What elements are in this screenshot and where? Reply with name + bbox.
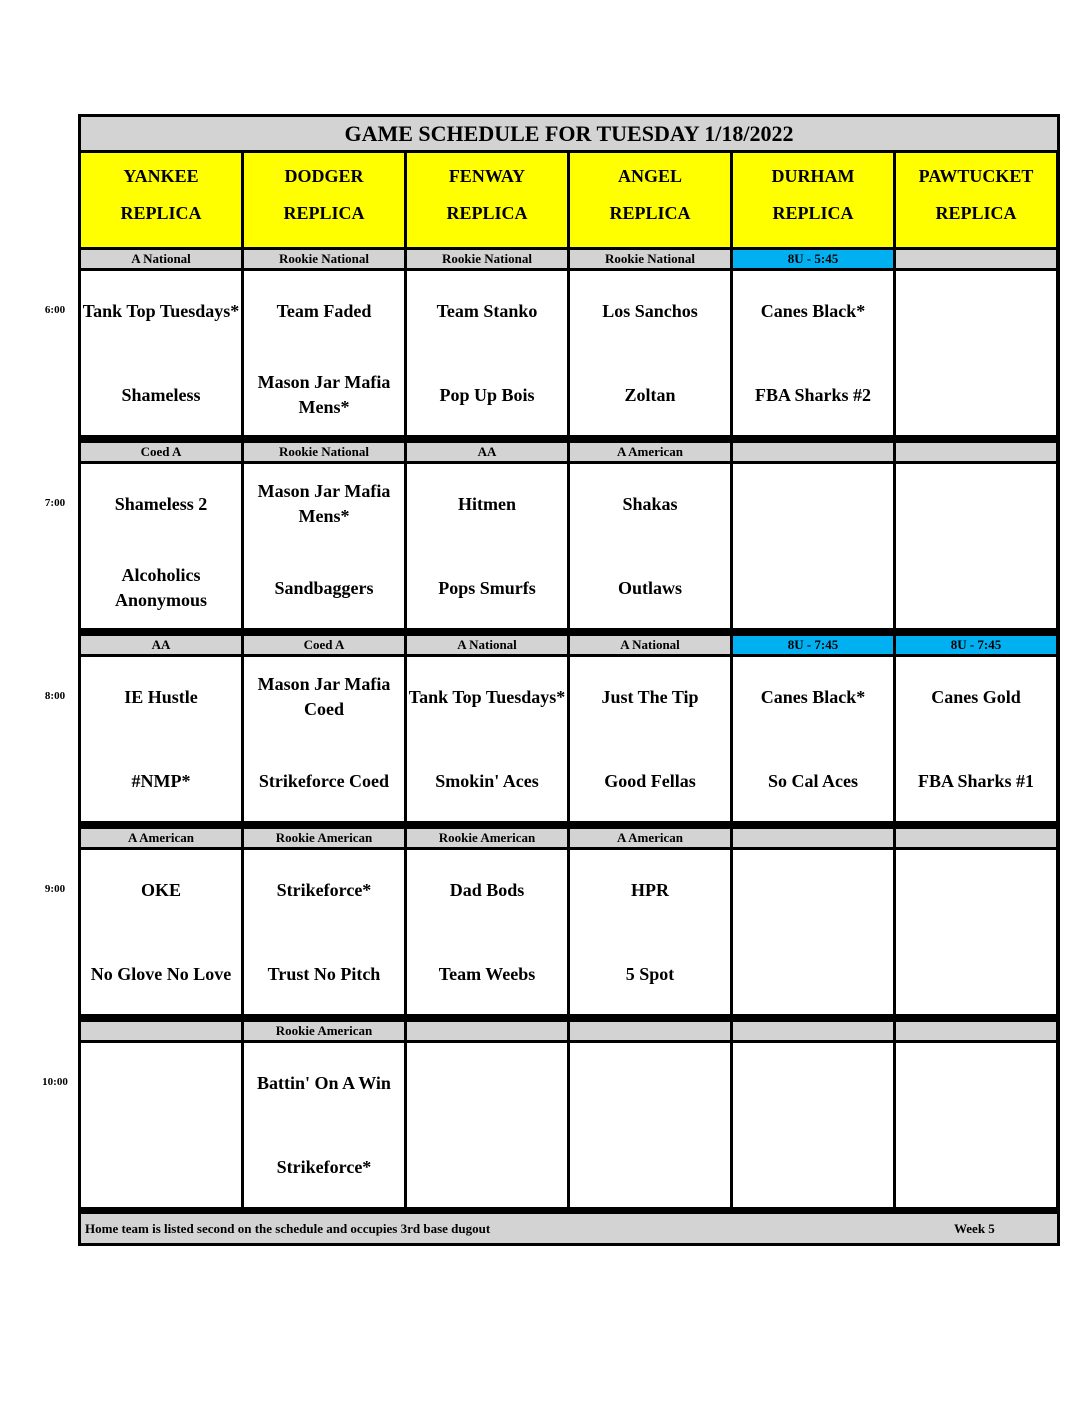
game-cell [896,464,1056,628]
away-team: Mason Jar Mafia Coed [257,674,391,719]
time-label: 9:00 [44,883,66,895]
away-team: Team Stanko [436,300,538,321]
division-label: Rookie American [244,1022,404,1040]
home-team: Alcoholics Anonymous [114,565,208,610]
field-type: REPLICA [120,203,202,223]
division-label: 8U - 7:45 [896,636,1056,654]
game-cell [733,657,893,821]
game-cell [896,657,1056,821]
home-team: Outlaws [617,577,682,598]
home-team: Pops Smurfs [438,577,536,598]
field-name: YANKEE [123,166,199,186]
away-team: Hitmen [458,493,516,514]
field-header-angel [570,153,730,247]
field-header-dodger [244,153,404,247]
away-team: IE Hustle [124,686,198,707]
game-cell [407,1043,567,1207]
game-cell [81,850,241,1014]
division-label: Coed A [81,443,241,461]
division-label: A American [570,829,730,847]
game-cell [570,657,730,821]
field-type: REPLICA [609,203,691,223]
away-team: Dad Bods [449,879,525,900]
game-cell [733,271,893,435]
division-label: Rookie National [244,443,404,461]
game-cell [244,850,404,1014]
footer [81,1214,1057,1243]
away-team: Canes Black* [760,300,866,321]
field-type: REPLICA [283,203,365,223]
division-label: Rookie National [570,250,730,268]
away-team: Tank Top Tuesdays* [408,686,566,707]
division-label: A American [570,443,730,461]
away-team: Canes Black* [760,686,866,707]
away-team: Strikeforce* [276,879,372,900]
away-team: Battin' On A Win [257,1072,391,1093]
game-cell [407,657,567,821]
division-label: A American [81,829,241,847]
away-team: HPR [631,879,669,900]
game-cell [896,850,1056,1014]
game-cell [896,1043,1056,1207]
game-cell [570,271,730,435]
game-cell [244,464,404,628]
game-cell [570,850,730,1014]
away-team: Team Faded [276,300,372,321]
division-label: Coed A [244,636,404,654]
home-team: Trust No Pitch [267,963,381,984]
field-header-fenway [407,153,567,247]
game-cell [244,1043,404,1207]
home-team: Team Weebs [438,963,536,984]
field-header-durham [733,153,893,247]
away-team: Shameless 2 [114,493,208,514]
game-cell [407,850,567,1014]
game-cell [570,1043,730,1207]
division-label: A National [81,250,241,268]
division-label [896,250,1056,268]
field-type: REPLICA [935,203,1017,223]
game-cell [570,464,730,628]
away-team: Mason Jar Mafia Mens* [257,481,391,526]
field-name: FENWAY [448,166,526,186]
field-name: DURHAM [771,166,855,186]
division-label [896,829,1056,847]
division-label: A National [407,636,567,654]
home-team: 5 Spot [625,963,675,984]
field-type: REPLICA [446,203,528,223]
field-header-yankee [81,153,241,247]
game-cell [81,657,241,821]
division-label: Rookie National [244,250,404,268]
field-type: REPLICA [772,203,854,223]
away-team: Shakas [622,493,678,514]
division-label: AA [81,636,241,654]
game-cell [407,464,567,628]
game-cell [81,464,241,628]
away-team: Los Sanchos [602,300,698,321]
field-name: DODGER [284,166,364,186]
division-label [81,1022,241,1040]
home-team: FBA Sharks #2 [754,384,872,405]
division-label [733,1022,893,1040]
game-cell [81,271,241,435]
away-team: Tank Top Tuesdays* [82,300,240,321]
home-team: Mason Jar Mafia Mens* [257,372,391,417]
division-label: 8U - 5:45 [733,250,893,268]
field-name: PAWTUCKET [918,166,1034,186]
game-cell [81,1043,241,1207]
page-title: GAME SCHEDULE FOR TUESDAY 1/18/2022 [81,117,1057,150]
time-label: 7:00 [44,497,66,509]
division-label: Rookie American [407,829,567,847]
division-label [570,1022,730,1040]
home-team: Pop Up Bois [439,384,535,405]
home-team: So Cal Aces [768,770,858,791]
game-cell [244,657,404,821]
away-team: Just The Tip [601,686,699,707]
home-team: Shameless [121,384,201,405]
time-label: 8:00 [44,690,66,702]
home-team: Strikeforce Coed [258,770,390,791]
home-team: Smokin' Aces [435,770,539,791]
division-label [896,1022,1056,1040]
home-team-note: Home team is listed second on the schedule and occupies 3rd base dugout [85,1221,491,1236]
week-label: Week 5 [954,1221,995,1236]
division-label [407,1022,567,1040]
away-team: Canes Gold [931,686,1021,707]
home-team: FBA Sharks #1 [917,770,1035,791]
game-cell [244,271,404,435]
home-team: Good Fellas [604,770,696,791]
home-team: No Glove No Love [90,963,232,984]
game-cell [733,1043,893,1207]
field-header-row [81,153,1057,247]
game-cell [733,464,893,628]
field-header-pawtucket [896,153,1056,247]
game-cell [896,271,1056,435]
game-cell [733,850,893,1014]
schedule-table [78,114,1060,1246]
division-label: A National [570,636,730,654]
division-label [733,443,893,461]
division-label: Rookie American [244,829,404,847]
field-name: ANGEL [617,166,682,186]
home-team: Zoltan [624,384,676,405]
home-team: #NMP* [131,770,191,791]
division-label: 8U - 7:45 [733,636,893,654]
game-cell [407,271,567,435]
time-label: 10:00 [42,1076,68,1088]
division-label [733,829,893,847]
away-team: OKE [140,879,181,900]
division-label: AA [407,443,567,461]
division-label [896,443,1056,461]
home-team: Sandbaggers [274,577,374,598]
time-label: 6:00 [44,304,66,316]
division-label: Rookie National [407,250,567,268]
home-team: Strikeforce* [276,1156,372,1177]
